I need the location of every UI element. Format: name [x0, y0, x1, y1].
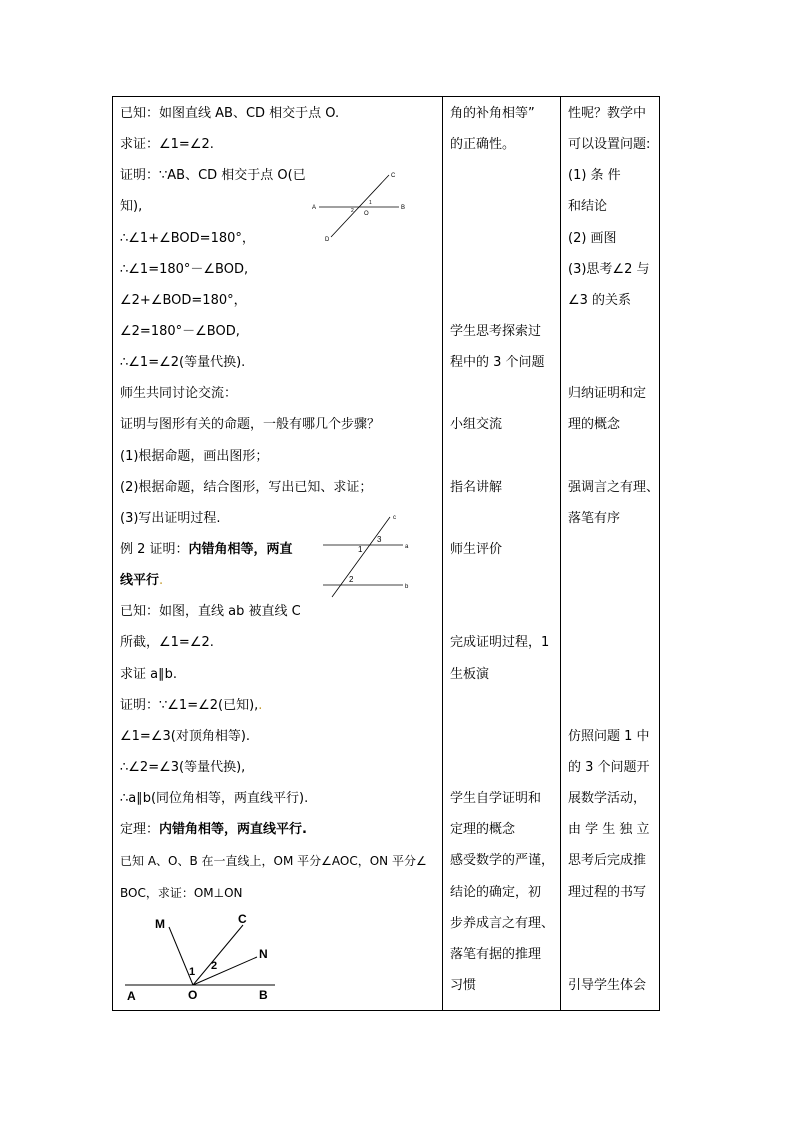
col3-text: 可以设置问题: [568, 137, 651, 152]
proof-line-text: 证明：∵∠1=∠2(已知), [120, 698, 259, 713]
prove-text: 求证 a∥b. [120, 667, 177, 682]
proof-line: ∴∠2=∠3(等量代换), [120, 760, 246, 775]
col3-text: 仿照问题 1 中 [568, 729, 650, 744]
label-N: N [259, 947, 268, 961]
given-text: 已知 A、O、B 在一直线上，OM 平分∠AOC，ON 平分∠ [120, 854, 427, 868]
theorem-prefix: 定理： [120, 822, 160, 837]
proof-line: ∴∠1+∠BOD=180°， [120, 231, 255, 246]
figure-intersecting-lines [309, 169, 409, 245]
col3-text: (2) 画图 [568, 231, 617, 246]
discussion-heading: 师生共同讨论交流： [120, 386, 238, 401]
col3-text: 的 3 个问题开 [568, 760, 650, 775]
col3-text: 思考后完成推 [568, 853, 647, 868]
label-B: B [401, 205, 406, 211]
figure-angle-bisectors [113, 907, 288, 1009]
col3-text: (1) 条 件 [568, 168, 621, 183]
col3-text: (3)思考∠2 与 [568, 262, 650, 277]
col2-text: 生板演 [450, 667, 490, 682]
col3-text: 强调言之有理、 [568, 480, 660, 495]
col2-text: 程中的 3 个问题 [450, 355, 545, 370]
angle-2: 2 [351, 208, 354, 214]
example-2-statement: 内错角相等，两直 [188, 542, 293, 557]
label-M: M [155, 917, 165, 931]
proof-line [120, 697, 262, 715]
col2-text: 小组交流 [450, 417, 503, 432]
label-B: B [259, 988, 268, 1002]
proof-line: 知), [120, 199, 143, 214]
proof-line: ∴a∥b(同位角相等，两直线平行). [120, 791, 309, 806]
col2-text: 感受数学的严谨， [450, 853, 555, 868]
col3-text: 落笔有序 [568, 511, 621, 526]
col2-text: 定理的概念 [450, 822, 516, 837]
theorem-text [120, 821, 307, 839]
theorem-statement: 内错角相等，两直线平行. [159, 822, 307, 837]
proof-line: ∠2=180°－∠BOD, [120, 324, 240, 339]
angle-1: 1 [369, 200, 372, 206]
col3-text: 理的概念 [568, 417, 621, 432]
label-a: a [405, 544, 409, 550]
label-D: D [325, 237, 330, 243]
col3-text: 性呢？教学中 [568, 106, 647, 121]
angle-2: 2 [211, 960, 218, 972]
given-text: 已知：如图直线 AB、CD 相交于点 O. [120, 106, 340, 121]
proof-line: ∠2+∠BOD=180°， [120, 293, 247, 308]
col3-text: 和结论 [568, 199, 608, 214]
column-divider [442, 97, 443, 1010]
angle-1: 1 [189, 966, 196, 978]
col2-text: 习惯 [450, 978, 477, 993]
label-b: b [405, 584, 409, 590]
col2-text: 学生自学证明和 [450, 791, 542, 806]
proof-line: ∴∠1=180°－∠BOD, [120, 262, 249, 277]
step-item: (1)根据命题，画出图形； [120, 449, 269, 464]
col2-text: 角的补角相等” [450, 106, 535, 121]
prove-text: 求证：∠1=∠2. [120, 137, 214, 152]
angle-1: 1 [358, 545, 363, 554]
lesson-table [112, 96, 660, 1011]
col3-text: 理过程的书写 [568, 885, 647, 900]
prove-text: BOC，求证：OM⊥ON [120, 886, 243, 900]
label-A: A [127, 989, 136, 1003]
label-A: A [312, 205, 317, 211]
given-text: 已知：如图，直线 ab 被直线 C [120, 604, 301, 619]
col2-text: 步养成言之有理、 [450, 916, 555, 931]
label-C: C [391, 173, 396, 179]
step-item: (3)写出证明过程. [120, 511, 221, 526]
col2-text: 学生思考探索过 [450, 324, 542, 339]
col2-text: 完成证明过程，1 [450, 635, 550, 650]
label-c: c [393, 515, 396, 521]
label-O: O [188, 988, 198, 1002]
angle-3: 3 [377, 535, 382, 544]
angle-2: 2 [349, 575, 354, 584]
step-item: (2)根据命题，结合图形，写出已知、求证； [120, 480, 373, 495]
col3-text: ∠3 的关系 [568, 293, 632, 308]
label-C: C [238, 912, 247, 926]
example-2-title-cont [120, 572, 163, 590]
col3-text: 归纳证明和定 [568, 386, 647, 401]
given-text: 所截，∠1=∠2. [120, 635, 214, 650]
label-O: O [364, 211, 369, 217]
example-2-statement-cont: 线平行 [120, 573, 160, 588]
proof-line-dot: . [258, 698, 263, 713]
col2-text: 师生评价 [450, 542, 503, 557]
figure-parallel-lines [318, 509, 413, 599]
question-text: 证明与图形有关的命题，一般有哪几个步骤？ [120, 417, 381, 432]
proof-line: 证明：∵AB、CD 相交于点 O(已 [120, 168, 306, 183]
example-2-title [120, 541, 293, 559]
col2-text: 落笔有据的推理 [450, 947, 542, 962]
col2-text: 的正确性。 [450, 137, 516, 152]
col2-text: 指名讲解 [450, 480, 503, 495]
col3-text: 由 学 生 独 立 [568, 822, 650, 837]
col3-text: 引导学生体会 [568, 978, 647, 993]
example-2-dot: . [159, 573, 164, 588]
proof-line: ∴∠1=∠2(等量代换). [120, 355, 246, 370]
col2-text: 结论的确定，初 [450, 885, 542, 900]
example-2-prefix: 例 2 证明： [120, 542, 189, 557]
proof-line: ∠1=∠3(对顶角相等). [120, 729, 251, 744]
col3-text: 展数学活动， [568, 791, 647, 806]
column-divider [560, 97, 561, 1010]
